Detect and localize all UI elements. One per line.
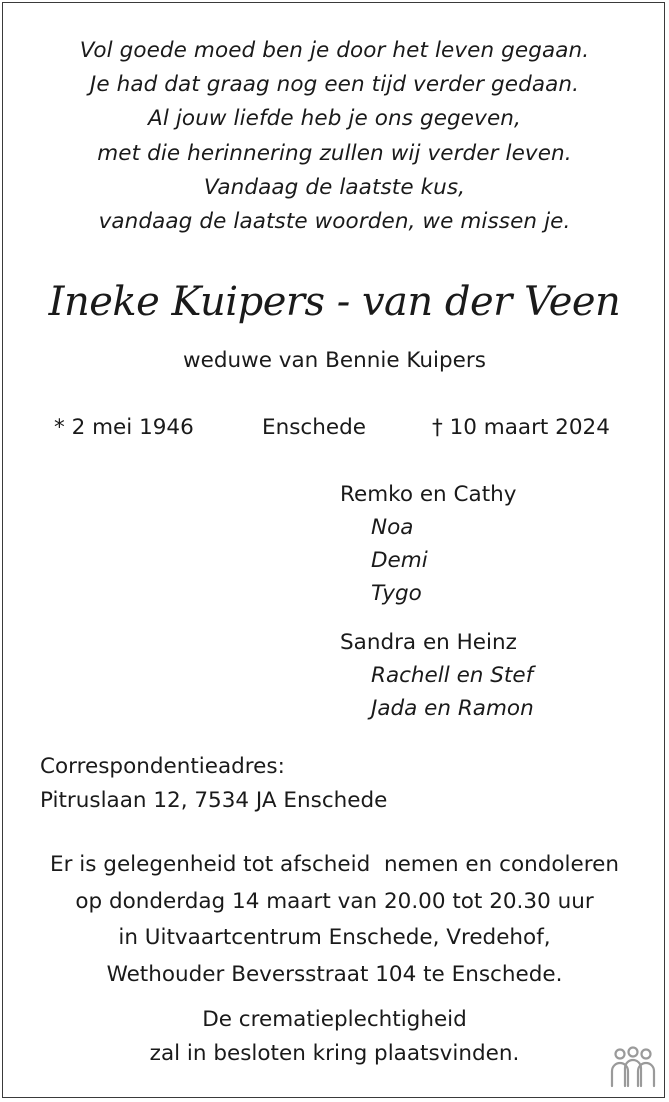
deceased-name: Ineke Kuipers - van der Veen [48,279,621,325]
poem-line: Al jouw liefde heb je ons gegeven, [148,106,521,132]
poem [0,34,669,239]
correspondence-address [40,750,387,818]
birth-date: * 2 mei 1946 [54,415,194,440]
family-child: Demi [371,548,428,573]
widow-of: weduwe van Bennie Kuipers [183,348,486,373]
correspondence-label: Correspondentieadres: [40,754,285,779]
family-child: Tygo [371,581,422,606]
visitation-line: in Uitvaartcentrum Enschede, Vredehof, [118,925,551,950]
cremation-line: zal in besloten kring plaatsvinden. [149,1041,520,1066]
birth-place: Enschede [262,415,366,440]
poem-line: met die herinnering zullen wij verder leven. [97,140,572,166]
people-group-icon [608,1046,658,1088]
visitation-line: Wethouder Beversstraat 104 te Enschede. [106,961,563,987]
family-parents: Sandra en Heinz [340,630,517,655]
visitation-line: op donderdag 14 maart van 20.00 tot 20.30 uur [75,888,594,914]
family-child: Noa [371,515,414,540]
poem-line: vandaag de laatste woorden, we missen je. [98,209,571,235]
correspondence-street: Pitruslaan 12, 7534 JA Enschede [40,788,388,813]
family-child: Rachell en Stef [371,663,534,688]
visitation-info [0,847,669,993]
family-child: Jada en Ramon [371,696,534,721]
visitation-line: Er is gelegenheid tot afscheid nemen en condoleren [50,852,619,877]
family-group [340,626,534,725]
poem-line: Vol goede moed ben je door het leven gegaan. [79,38,590,63]
cremation-line: De crematieplechtigheid [202,1007,467,1032]
family-group [340,478,516,610]
death-date: † 10 maart 2024 [432,415,610,440]
poem-line: Vandaag de laatste kus, [203,174,466,200]
cremation-info [0,1003,669,1071]
family-parents: Remko en Cathy [340,482,517,507]
poem-line: Je had dat graag nog een tijd verder gedaan. [89,72,580,98]
